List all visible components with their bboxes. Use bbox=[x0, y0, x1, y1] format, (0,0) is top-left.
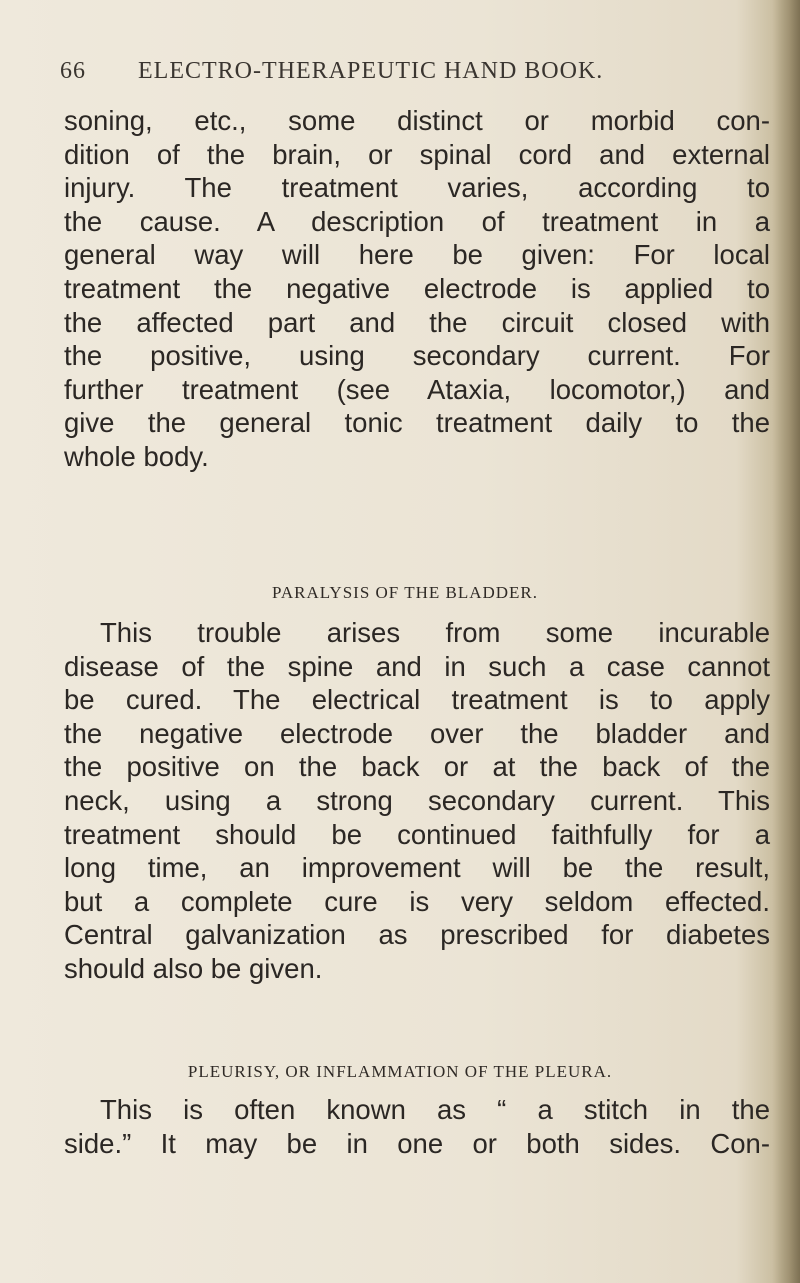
page-edge-shadow bbox=[772, 0, 800, 1283]
section-heading-pleurisy: PLEURISY, OR INFLAMMATION OF THE PLEURA. bbox=[187, 1062, 613, 1081]
paragraph-2 bbox=[64, 616, 770, 986]
text-line: This is often known as “ a stitch in the bbox=[100, 1094, 770, 1125]
text-line: the cause. A description of treatment in a bbox=[64, 205, 770, 237]
text-line: be cured. The electrical treatment is to apply bbox=[64, 684, 770, 716]
paragraph-1 bbox=[64, 104, 770, 474]
text-line: the negative electrode over the bladder and bbox=[64, 717, 770, 749]
text-line: disease of the spine and in such a case cannot bbox=[64, 650, 770, 682]
text-line: the positive on the back or at the back of the bbox=[64, 751, 770, 783]
text-line: further treatment (see Ataxia, locomotor,) and bbox=[64, 373, 770, 405]
text-line: This trouble arises from some incurable bbox=[100, 617, 770, 648]
text-line: dition of the brain, or spinal cord and external bbox=[64, 138, 770, 170]
text-line: long time, an improvement will be the result, bbox=[64, 852, 770, 884]
text-line: treatment should be continued faithfully for a bbox=[64, 818, 770, 850]
text-line: the positive, using secondary current. For bbox=[64, 340, 770, 372]
text-line: should also be given. bbox=[64, 952, 323, 984]
paragraph-3 bbox=[64, 1093, 770, 1160]
text-line: soning, etc., some distinct or morbid con- bbox=[64, 105, 770, 136]
text-line: injury. The treatment varies, according to bbox=[64, 172, 770, 204]
text-line: Central galvanization as prescribed for diabetes bbox=[64, 919, 770, 951]
text-line: neck, using a strong secondary current. This bbox=[64, 784, 770, 816]
running-title: ELECTRO-THERAPEUTIC HAND BOOK. bbox=[138, 58, 604, 84]
text-line: treatment the negative electrode is applied to bbox=[64, 272, 770, 304]
running-head bbox=[60, 58, 760, 85]
text-line: whole body. bbox=[64, 440, 209, 472]
text-line: general way will here be given: For local bbox=[64, 239, 770, 271]
text-line: the affected part and the circuit closed with bbox=[64, 306, 770, 338]
text-line: side.” It may be in one or both sides. Con- bbox=[64, 1127, 770, 1159]
page-number: 66 bbox=[60, 58, 86, 84]
section-heading-paralysis-bladder: PARALYSIS OF THE BLADDER. bbox=[271, 583, 539, 602]
text-line: give the general tonic treatment daily to the bbox=[64, 407, 770, 439]
text-line: but a complete cure is very seldom effected. bbox=[64, 885, 770, 917]
